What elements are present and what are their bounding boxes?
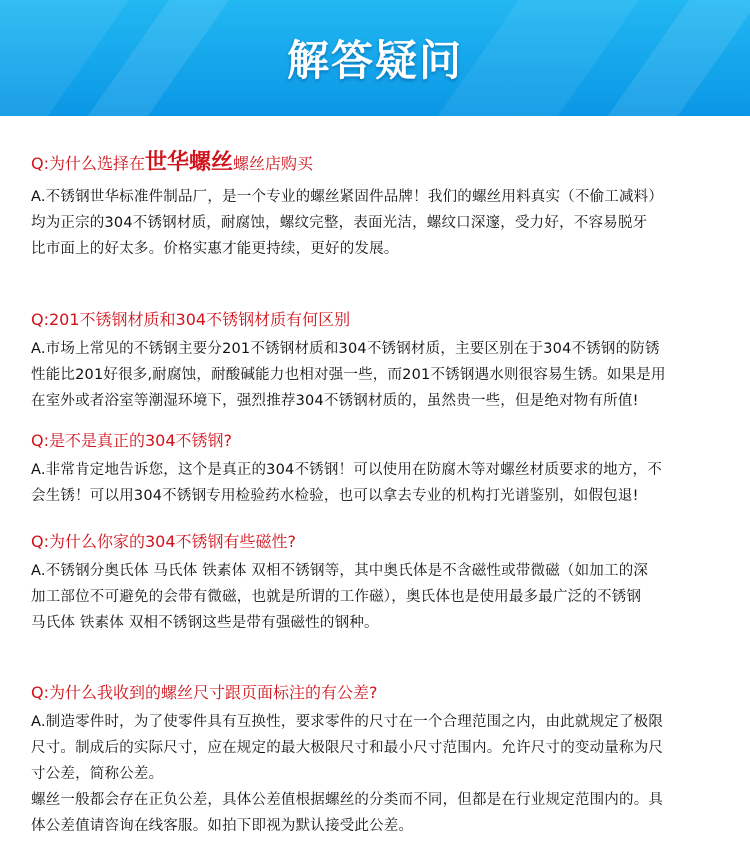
- question-5: Q:为什么我收到的螺丝尺寸跟页面标注的有公差?: [31, 683, 378, 702]
- question-3: Q:是不是真正的304不锈钢?: [31, 431, 233, 450]
- answer-line: A.制造零件时，为了使零件具有互换性，要求零件的尺寸在一个合理范围之内，由此就规定了极限: [31, 714, 664, 730]
- brand-name: 世华螺丝: [145, 150, 234, 175]
- answer-line: A.非常肯定地告诉您，这个是真正的304不锈钢！可以使用在防腐木等对螺丝材质要求的地方，不: [31, 462, 662, 478]
- answer-line: 均为正宗的304不锈钢材质，耐腐蚀，螺纹完整，表面光洁，螺纹口深邃，受力好，不容易脱牙: [31, 215, 648, 231]
- answer-line: A.市场上常见的不锈钢主要分201不锈钢材质和304不锈钢材质，主要区别在于304不锈钢的防锈: [31, 341, 660, 357]
- question-1: [31, 150, 314, 175]
- question-2: Q:201不锈钢材质和304不锈钢材质有何区别: [31, 310, 351, 329]
- question-1-prefix: Q:为什么选择在: [31, 154, 145, 173]
- answer-3: [31, 457, 731, 509]
- header-banner: [0, 0, 750, 116]
- answer-2: [31, 336, 731, 414]
- answer-5: [31, 709, 731, 839]
- answer-line: 尺寸。制成后的实际尺寸，应在规定的最大极限尺寸和最小尺寸范围内。允许尺寸的变动量称为尺: [31, 740, 664, 756]
- answer-line: 会生锈！可以用304不锈钢专用检验药水检验，也可以拿去专业的机构打光谱鉴别，如假包退!: [31, 488, 639, 504]
- answer-line: 体公差值请咨询在线客服。如拍下即视为默认接受此公差。: [31, 818, 414, 834]
- answer-line: 螺丝一般都会存在正负公差，具体公差值根据螺丝的分类而不同，但都是在行业规定范围内的。具: [31, 792, 664, 808]
- question-4: Q:为什么你家的304不锈钢有些磁性?: [31, 532, 297, 551]
- answer-line: 比市面上的好太多。价格实惠才能更持续，更好的发展。: [31, 241, 399, 257]
- answer-line: A.不锈钢分奥氏体 马氏体 铁素体 双相不锈钢等，其中奥氏体是不含磁性或带微磁（如加工的深: [31, 563, 649, 579]
- answer-4: [31, 558, 731, 636]
- answer-line: 性能比201好很多,耐腐蚀，耐酸碱能力也相对强一些，而201不锈钢遇水则很容易生锈。如果是用: [31, 367, 666, 383]
- answer-line: 寸公差，简称公差。: [31, 766, 164, 782]
- banner-title: 解答疑问: [286, 36, 463, 85]
- answer-line: A.不锈钢世华标准件制品厂，是一个专业的螺丝紧固件品牌！我们的螺丝用料真实（不偷工减料）: [31, 189, 664, 205]
- question-1-suffix: 螺丝店购买: [233, 154, 314, 173]
- answer-line: 加工部位不可避免的会带有微磁，也就是所谓的工作磁），奥氏体也是使用最多最广泛的不锈钢: [31, 589, 642, 605]
- answer-line: 马氏体 铁素体 双相不锈钢这些是带有强磁性的钢种。: [31, 615, 379, 631]
- answer-line: 在室外或者浴室等潮湿环境下，强烈推荐304不锈钢材质的，虽然贵一些，但是绝对物有所值!: [31, 393, 639, 409]
- answer-1: [31, 184, 731, 262]
